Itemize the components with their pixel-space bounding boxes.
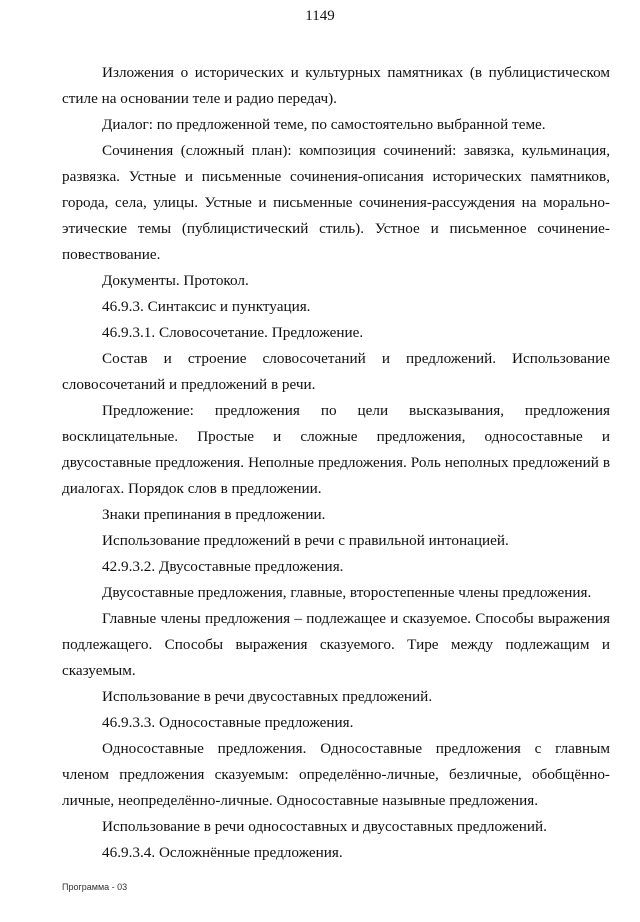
- section-heading: 46.9.3.3. Односоставные предложения.: [102, 714, 354, 731]
- section-heading: 46.9.3. Синтаксис и пунктуация.: [102, 298, 311, 315]
- paragraph: Состав и строение словосочетаний и предложений. Использование словосочетаний и предложений в речи.: [62, 350, 610, 393]
- document-body: [62, 60, 610, 866]
- paragraph: Использование в речи односоставных и двусоставных предложений.: [102, 818, 547, 835]
- page-number: 1149: [305, 8, 335, 24]
- paragraph: Главные члены предложения – подлежащее и сказуемое. Способы выражения подлежащего. Способы выражения сказуемого. Тире между подлежащим и сказуемым.: [62, 610, 610, 679]
- paragraph: Диалог: по предложенной теме, по самостоятельно выбранной теме.: [102, 116, 546, 133]
- paragraph: Изложения о исторических и культурных памятниках (в публицистическом стиле на основании теле и радио передач).: [62, 64, 610, 107]
- paragraph: Двусоставные предложения, главные, второстепенные члены предложения.: [102, 584, 592, 601]
- paragraph: Сочинения (сложный план): композиция сочинений: завязка, кульминация, развязка. Устные и письменные сочинения-описания исторических памятников, города, села, улицы. Устные и письменные сочинения-рассуждения на морально-этические темы (публицистический стиль). Устное и письменное сочинение-повествование.: [62, 142, 610, 263]
- paragraph: Документы. Протокол.: [102, 272, 249, 289]
- paragraph: Знаки препинания в предложении.: [102, 506, 326, 523]
- paragraph: Использование в речи двусоставных предложений.: [102, 688, 433, 705]
- section-heading: 46.9.3.4. Осложнённые предложения.: [102, 844, 343, 861]
- paragraph: Односоставные предложения. Односоставные предложения с главным членом предложения сказуемым: определённо-личные, безличные, обобщённо-личные, неопределённо-личные. Односоставные назывные предложения.: [62, 740, 610, 809]
- section-heading: 42.9.3.2. Двусоставные предложения.: [102, 558, 344, 575]
- footer-label: Программа - 03: [62, 882, 128, 892]
- paragraph: Использование предложений в речи с правильной интонацией.: [102, 532, 509, 549]
- paragraph: Предложение: предложения по цели высказывания, предложения восклицательные. Простые и сложные предложения, односоставные и двусоставные предложения. Неполные предложения. Роль неполных предложений в диалогах. Порядок слов в предложении.: [62, 402, 610, 497]
- section-heading: 46.9.3.1. Словосочетание. Предложение.: [102, 324, 364, 341]
